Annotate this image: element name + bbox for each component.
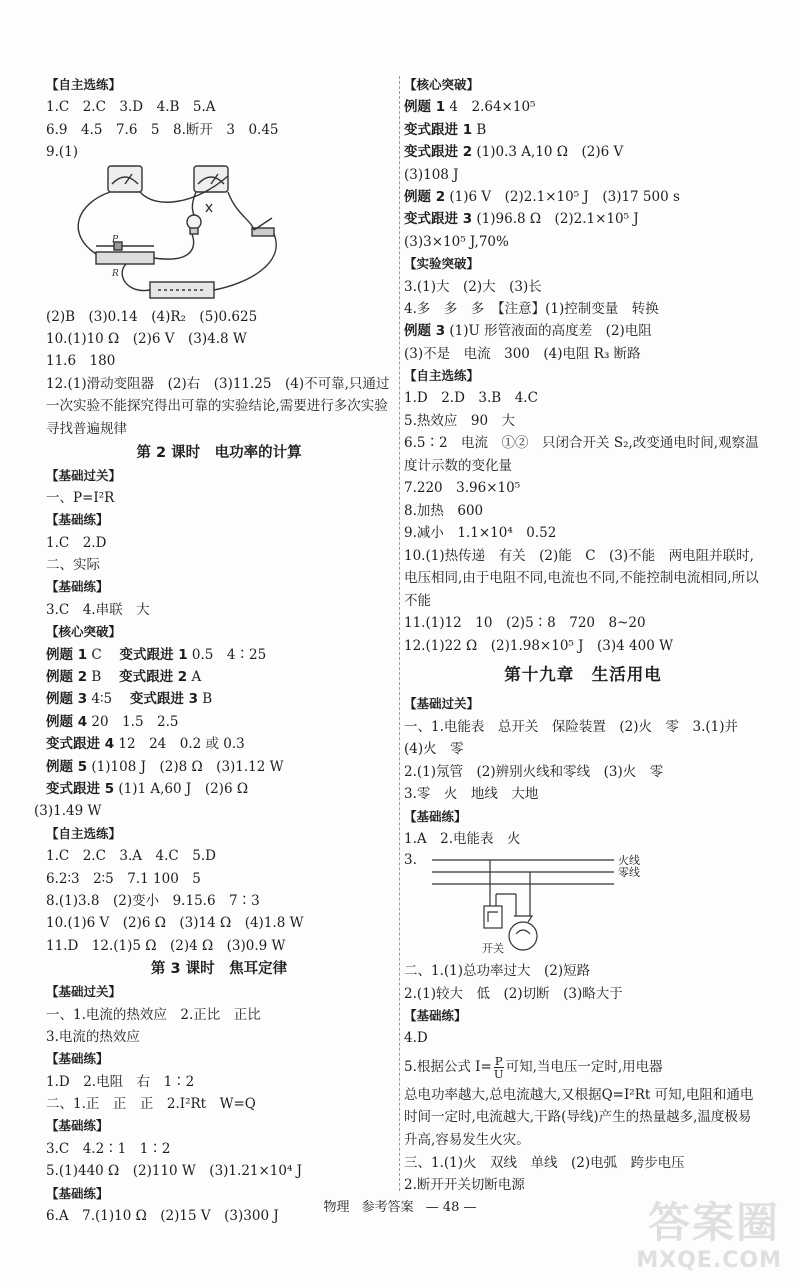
answer-line: 2.断开开关切断电源	[404, 1177, 525, 1194]
answer-line: 3.C 4.串联 大	[46, 601, 150, 618]
example-answer: 4∶5	[91, 691, 126, 708]
example-line	[46, 733, 392, 755]
right-column	[404, 74, 762, 1196]
example-answer: (1)108 J (2)8 Ω (3)1.12 W	[91, 758, 284, 775]
answer-line: 2.(1)较大 低 (2)切断 (3)略大于	[404, 985, 623, 1002]
answer-line: 5.热效应 90 大	[404, 412, 516, 429]
answer-paragraph: 总电功率越大,总电流越大,又根据Q=I²Rt 可知,电阻和通电时间一定时,电流越大,干路(导线)产生的热量越多,温度极易升高,容易发生火灾。	[404, 1086, 754, 1149]
follow-label: 变式跟进 5	[46, 780, 115, 797]
answer-line: 一、1.电流的热效应 2.正比 正比	[46, 1006, 261, 1023]
answer-line: 7.220 3.96×10⁵	[404, 480, 521, 497]
formula-line	[404, 1050, 762, 1084]
left-column	[34, 74, 392, 1227]
answer-line: (3)不是 电流 300 (4)电阻 R₃ 断路	[404, 345, 641, 362]
example-label: 例题 1	[404, 99, 446, 116]
answer-line: 4.多 多 多 【注意】(1)控制变量 转换	[404, 300, 659, 317]
circuit-figure	[46, 164, 392, 306]
example-label: 例题 4	[46, 713, 88, 730]
example-answer: C	[91, 646, 116, 663]
example-line	[404, 320, 762, 342]
footer-section: 参考答案	[361, 1200, 414, 1215]
lesson-title: 第 2 课时 电功率的计算	[136, 444, 302, 461]
answer-line: 10.(1)10 Ω (2)6 V (3)4.8 W	[46, 330, 247, 347]
section-header: 【自主选练】	[46, 825, 122, 841]
answer-line: 11.D 12.(1)5 Ω (2)4 Ω (3)0.9 W	[46, 937, 286, 954]
example-label: 例题 1	[46, 646, 88, 663]
formula-fraction	[494, 1055, 504, 1080]
follow-answer: 0.5 4∶25	[191, 646, 267, 663]
example-line	[404, 208, 762, 230]
example-line	[46, 711, 392, 733]
section-header: 【基础练】	[46, 1051, 109, 1067]
answer-paragraph: 一、1.电能表 总开关 保险装置 (2)火 零 3.(1)并 (4)火 零	[404, 718, 752, 758]
answer-line: 8.加热 600	[404, 502, 484, 519]
follow-label: 变式跟进 1	[119, 646, 188, 663]
example-label: 例题 5	[46, 758, 88, 775]
example-label: 例题 3	[46, 691, 88, 708]
section-header: 【核心突破】	[46, 624, 122, 640]
section-header: 【基础练】	[46, 1185, 109, 1201]
example-label: 例题 2	[404, 188, 446, 205]
example-answer: (1)6 V (2)2.1×10⁵ J (3)17 500 s	[449, 188, 680, 205]
answer-line: 10.(1)6 V (2)6 Ω (3)14 Ω (4)1.8 W	[46, 915, 304, 932]
example-answer: (1)U 形管液面的高度差 (2)电阻	[449, 323, 652, 340]
section-header: 【核心突破】	[404, 77, 480, 92]
follow-label: 变式跟进 1	[404, 121, 473, 138]
section-header: 【基础练】	[46, 579, 109, 595]
answer-line: 一、P=I²R	[46, 489, 115, 506]
answer-line: 1.C 2.C 3.A 4.C 5.D	[46, 848, 216, 865]
lesson-title: 第 3 课时 焦耳定律	[150, 961, 288, 978]
answer-line: 1.D 2.D 3.B 4.C	[404, 390, 538, 407]
example-answer: 4 2.64×10⁵	[449, 99, 536, 116]
watermark-url: MXQE.COM	[636, 1248, 782, 1273]
svg-text:P: P	[112, 234, 119, 245]
answer-line: 6.A 7.(1)10 Ω (2)15 V (3)300 J	[46, 1208, 279, 1225]
circuit-diagram	[46, 164, 392, 306]
section-header: 【基础练】	[46, 1118, 109, 1134]
section-header: 【基础过关】	[404, 696, 480, 712]
follow-answer: 12 24 0.2 或 0.3	[118, 736, 245, 753]
answer-line: 1.D 2.电阻 右 1∶2	[46, 1073, 195, 1090]
example-line	[404, 186, 762, 208]
answer-paragraph: 10.(1)热传递 有关 (2)能 C (3)不能 两电阻并联时,电压相同,由于电阻不同,电流也不同,不能控制电流相同,所以不能	[404, 547, 759, 609]
example-line	[46, 756, 392, 778]
example-answer: B	[91, 669, 115, 686]
answer-line: 6.2∶3 2∶5 7.1 100 5	[46, 870, 201, 887]
example-label: 例题 3	[404, 323, 446, 340]
follow-answer: (1)96.8 Ω (2)2.1×10⁵ J	[476, 211, 639, 228]
answer-line: 1.A 2.电能表 火	[404, 830, 521, 847]
answer-line: 二、实际	[46, 557, 100, 574]
wiring-figure	[404, 850, 762, 960]
answer-line: 11.6 180	[46, 353, 116, 370]
answer-line: 8.(1)3.8 (2)变小 9.15.6 7∶3	[46, 892, 260, 909]
section-header: 【基础过关】	[46, 984, 122, 1000]
section-header: 【自主选练】	[46, 77, 122, 92]
svg-text:R: R	[112, 268, 119, 279]
follow-answer: A	[191, 669, 202, 686]
answer-line: 9.(1)	[46, 144, 79, 161]
section-header: 【基础练】	[46, 512, 109, 528]
answer-line: 3.电流的热效应	[46, 1028, 140, 1045]
example-line	[46, 778, 392, 800]
chapter-title: 第十九章 生活用电	[504, 665, 662, 685]
answer-line: 3.C 4.2∶1 1∶2	[46, 1140, 171, 1157]
fraction-denominator: U	[493, 1066, 504, 1081]
section-header: 【基础练】	[404, 808, 467, 824]
follow-label: 变式跟进 4	[46, 736, 115, 753]
footer-page-number: — 48 —	[425, 1200, 477, 1215]
answer-line: 3.(1)大 (2)大 (3)长	[404, 278, 542, 295]
section-header: 【自主选练】	[404, 368, 480, 384]
answer-line: (3)1.49 W	[34, 803, 102, 820]
section-header: 【基础练】	[404, 1008, 467, 1024]
example-line	[46, 688, 392, 710]
wiring-diagram	[404, 850, 762, 960]
question-number: 3.	[404, 852, 417, 869]
watermark-logo	[596, 1190, 786, 1280]
example-line	[46, 666, 392, 688]
example-line	[404, 141, 762, 163]
switch-label: 开关	[482, 942, 504, 956]
answer-line: 1.C 2.D	[46, 534, 107, 551]
follow-answer: B	[202, 691, 213, 708]
example-answer: 20 1.5 2.5	[91, 713, 179, 730]
answer-line: 11.(1)12 10 (2)5∶8 720 8~20	[404, 615, 646, 632]
answer-line: 6.9 4.5 7.6 5 8.断开 3 0.45	[46, 121, 279, 138]
example-line	[404, 119, 762, 141]
follow-answer: B	[476, 121, 487, 138]
answer-line: (3)108 J	[404, 166, 459, 183]
section-header: 【基础过关】	[46, 467, 122, 483]
answer-line: (3)3×10⁵ J,70%	[404, 233, 509, 250]
example-line	[46, 644, 392, 666]
answer-line: 3.零 火 地线 大地	[404, 786, 539, 803]
follow-label: 变式跟进 2	[404, 144, 473, 161]
example-line	[404, 96, 762, 118]
watermark-text: 答案圈	[647, 1198, 780, 1247]
example-label: 例题 2	[46, 669, 88, 686]
formula-prefix: 5.根据公式 I=	[404, 1058, 492, 1075]
answer-line: 二、1.正 正 正 2.I²Rt W=Q	[46, 1096, 256, 1113]
answer-line: 5.(1)440 Ω (2)110 W (3)1.21×10⁴ J	[46, 1163, 303, 1180]
formula-suffix: 可知,当电压一定时,用电器	[505, 1058, 663, 1075]
answer-paragraph: 12.(1)滑动变阻器 (2)右 (3)11.25 (4)不可靠,只通过一次实验不能探究得出可靠的实验结论,需要进行多次实验寻找普遍规律	[46, 375, 390, 437]
answer-line: 二、1.(1)总功率过大 (2)短路	[404, 963, 591, 980]
answer-line: 1.C 2.C 3.D 4.B 5.A	[46, 99, 216, 116]
answer-line: (2)B (3)0.14 (4)R₂ (5)0.625	[46, 308, 258, 325]
answer-paragraph: 6.5∶2 电流 ①② 只闭合开关 S₂,改变通电时间,观察温度计示数的变化量	[404, 435, 759, 474]
answer-line: 4.D	[404, 1030, 428, 1047]
answer-line: 三、1.(1)火 双线 单线 (2)电弧 跨步电压	[404, 1154, 685, 1171]
live-wire-label: 火线	[618, 854, 640, 868]
answer-line: 9.减小 1.1×10⁴ 0.52	[404, 525, 557, 542]
follow-label: 变式跟进 2	[119, 669, 188, 686]
column-separator	[399, 76, 400, 1191]
neutral-wire-label: 零线	[618, 866, 640, 880]
answer-line: 12.(1)22 Ω (2)1.98×10⁵ J (3)4 400 W	[404, 637, 673, 654]
section-header: 【实验突破】	[404, 256, 480, 272]
follow-answer: (1)1 A,60 J (2)6 Ω	[118, 780, 249, 797]
fraction-numerator: P	[494, 1053, 503, 1068]
follow-answer: (1)0.3 A,10 Ω (2)6 V	[476, 144, 624, 161]
follow-label: 变式跟进 3	[129, 691, 198, 708]
answer-line: 2.(1)氖管 (2)辨别火线和零线 (3)火 零	[404, 763, 664, 780]
follow-label: 变式跟进 3	[404, 211, 473, 228]
footer-subject: 物理	[323, 1200, 350, 1215]
